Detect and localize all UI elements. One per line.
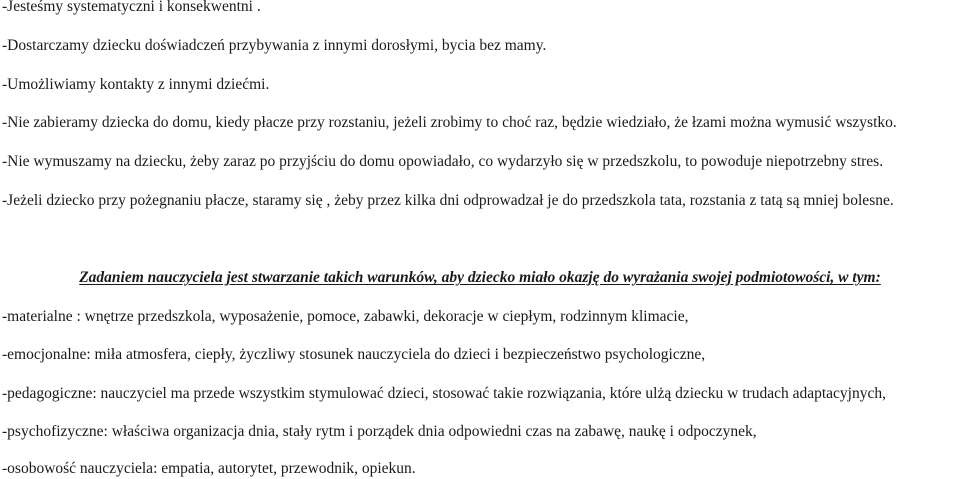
principle-item: -Nie wymuszamy na dziecku, żeby zaraz po przyjściu do domu opowiadało, co wydarzyło się w przedszkolu, to powoduje niepotrzebny stres.: [2, 153, 884, 170]
condition-item: -materialne : wnętrze przedszkola, wyposażenie, pomoce, zabawki, dekoracje w ciepłym, rodzinnym klimacie,: [2, 308, 689, 325]
condition-item: -osobowość nauczyciela: empatia, autorytet, przewodnik, opiekun.: [2, 460, 416, 477]
condition-item: -psychofizyczne: właściwa organizacja dnia, stały rytm i porządek dnia odpowiedni czas na zabawę, naukę i odpoczynek,: [2, 423, 757, 440]
condition-item: -emocjonalne: miła atmosfera, ciepły, życzliwy stosunek nauczyciela do dzieci i bezpieczeństwo psychologiczne,: [2, 346, 706, 363]
principle-item: -Jeżeli dziecko przy pożegnaniu płacze, staramy się , żeby przez kilka dni odprowadzał je do przedszkola tata, rozstania z tatą są mniej bolesne.: [2, 192, 894, 209]
principle-item: -Nie zabieramy dziecka do domu, kiedy płacze przy rozstaniu, jeżeli zrobimy to choć raz, będzie wiedziało, że łzami można wymusić wszystko.: [2, 114, 897, 131]
principle-item: -Dostarczamy dziecku doświadczeń przybywania z innymi dorosłymi, bycia bez mamy.: [2, 37, 547, 54]
principle-item: -Umożliwiamy kontakty z innymi dziećmi.: [2, 76, 270, 93]
principle-item: -Jesteśmy systematyczni i konsekwentni .: [2, 0, 261, 15]
section-heading: Zadaniem nauczyciela jest stwarzanie takich warunków, aby dziecko miało okazję do wyrażania swojej podmiotowości, w tym:: [79, 269, 881, 286]
condition-item: -pedagogiczne: nauczyciel ma przede wszystkim stymulować dzieci, stosować takie rozwiązania, które ulżą dziecku w trudach adaptacyjnych,: [2, 385, 886, 402]
